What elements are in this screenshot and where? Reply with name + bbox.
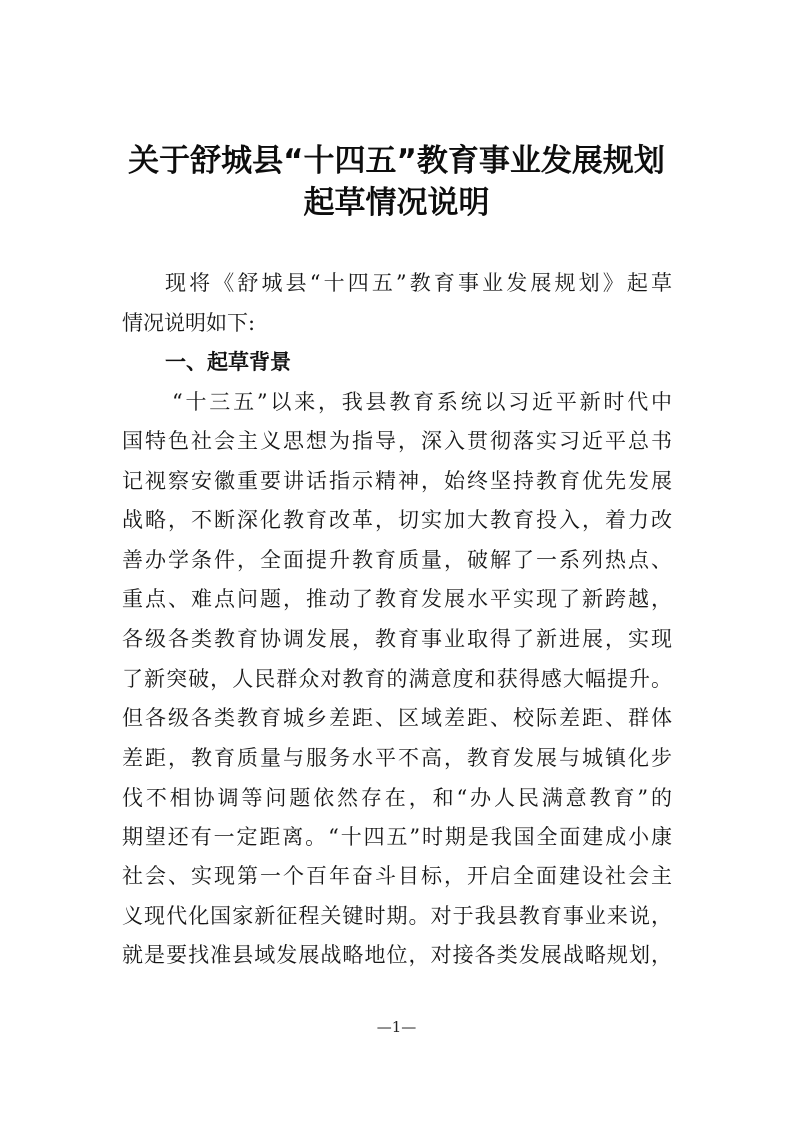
- paragraph-line: 义现代化国家新征程关键时期。对于我县教育事业来说，: [122, 904, 672, 928]
- paragraph-line: 国特色社会主义思想为指导，深入贯彻落实习近平总书: [122, 429, 672, 453]
- paragraph-line: 差距，教育质量与服务水平不高，教育发展与城镇化步: [122, 746, 672, 770]
- paragraph-line: 战略，不断深化教育改革，切实加大教育投入，着力改: [122, 508, 672, 532]
- paragraph-line: 善办学条件，全面提升教育质量，破解了一系列热点、: [122, 548, 672, 572]
- paragraph-line: 了新突破，人民群众对教育的满意度和获得感大幅提升。: [122, 667, 672, 691]
- paragraph-line: 就是要找准县域发展战略地位，对接各类发展战略规划，: [122, 943, 672, 967]
- paragraph-line: 重点、难点问题，推动了教育发展水平实现了新跨越，: [122, 587, 672, 611]
- paragraph-line: “十三五”以来，我县教育系统以习近平新时代中: [172, 390, 672, 414]
- paragraph-line: 期望还有一定距离。“十四五”时期是我国全面建成小康: [122, 825, 672, 849]
- intro-line-2: 情况说明如下:: [122, 311, 256, 335]
- page-number: —1—: [376, 1018, 417, 1036]
- paragraph-line: 社会、实现第一个百年奋斗目标，开启全面建设社会主: [122, 864, 672, 888]
- paragraph-line: 伐不相协调等问题依然存在，和“办人民满意教育”的: [122, 786, 672, 810]
- paragraph-line: 记视察安徽重要讲话指示精神，始终坚持教育优先发展: [122, 469, 672, 493]
- intro-line-1: 现将《舒城县“十四五”教育事业发展规划》起草: [165, 271, 672, 295]
- document-title-line-2: 起草情况说明: [303, 185, 490, 221]
- paragraph-line: 但各级各类教育城乡差距、区域差距、校际差距、群体: [122, 706, 672, 730]
- paragraph-line: 各级各类教育协调发展，教育事业取得了新进展，实现: [122, 627, 672, 651]
- section-heading-background: 一、起草背景: [165, 350, 291, 374]
- document-title-line-1: 关于舒城县“十四五”教育事业发展规划: [128, 143, 665, 179]
